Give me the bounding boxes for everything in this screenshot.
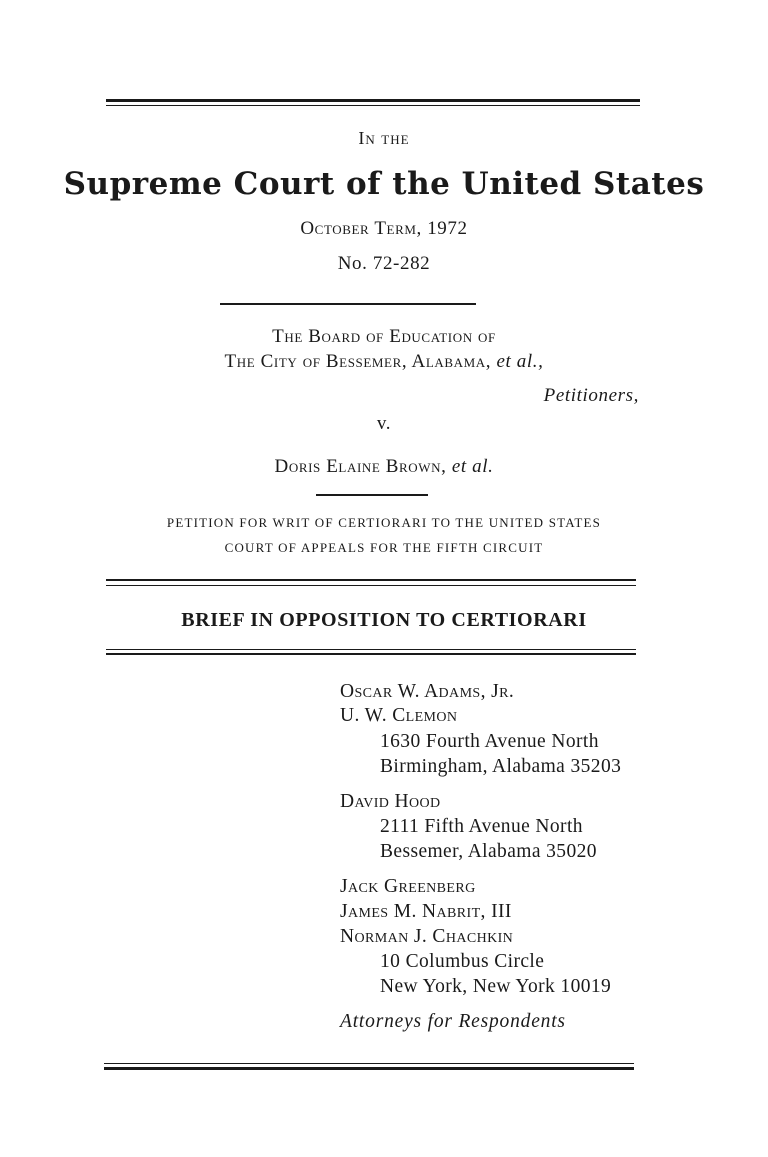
brief-bottom-rule-thick bbox=[106, 653, 636, 655]
attorney-name: David Hood bbox=[340, 791, 441, 812]
attorney-name: U. W. Clemon bbox=[340, 705, 458, 726]
bottom-rule-thick bbox=[104, 1067, 634, 1070]
attorney-address: New York, New York 10019 bbox=[380, 976, 612, 997]
bottom-rule-thin bbox=[104, 1063, 634, 1064]
in-the-label: In the bbox=[358, 128, 410, 148]
brief-bottom-rule-thin bbox=[106, 649, 636, 650]
brief-title: BRIEF IN OPPOSITION TO CERTIORARI bbox=[181, 609, 587, 631]
respondent-et-al: et al. bbox=[451, 456, 494, 477]
header-divider bbox=[220, 303, 476, 305]
court-name: Supreme Court of the United States bbox=[63, 166, 705, 202]
top-rule-thick bbox=[106, 99, 640, 102]
attorney-address: 2111 Fifth Avenue North bbox=[380, 816, 583, 837]
attorney-name: James M. Nabrit, III bbox=[340, 901, 512, 922]
versus-label: v. bbox=[376, 413, 392, 434]
petitioner-city: The City of Bessemer, Alabama, bbox=[224, 351, 492, 372]
brief-top-rule-thin bbox=[106, 585, 636, 586]
attorney-address: Birmingham, Alabama 35203 bbox=[380, 756, 622, 777]
attorney-address: 1630 Fourth Avenue North bbox=[380, 731, 599, 752]
petition-line-2: COURT OF APPEALS FOR THE FIFTH CIRCUIT bbox=[224, 540, 544, 555]
respondent-name: Doris Elaine Brown, bbox=[274, 456, 447, 477]
attorney-address: Bessemer, Alabama 35020 bbox=[380, 841, 597, 862]
petition-line-1: PETITION FOR WRIT OF CERTIORARI TO THE UNITED STATES bbox=[166, 515, 602, 530]
attorney-address: 10 Columbus Circle bbox=[380, 951, 545, 972]
attorney-name: Norman J. Chachkin bbox=[340, 926, 514, 947]
petitioner-role: Petitioners, bbox=[543, 385, 639, 406]
attorney-role: Attorneys for Respondents bbox=[340, 1011, 566, 1032]
attorney-name: Oscar W. Adams, Jr. bbox=[340, 681, 515, 702]
petitioner-et-al: et al., bbox=[496, 351, 544, 372]
docket-number: No. 72-282 bbox=[337, 253, 431, 274]
petitioner-line-1: The Board of Education of bbox=[272, 326, 496, 347]
term-label: October Term, 1972 bbox=[300, 218, 468, 239]
petitioner-line-2 bbox=[0, 351, 768, 373]
top-rule-thin bbox=[106, 105, 640, 106]
respondent-line bbox=[0, 456, 768, 478]
brief-top-rule-thick bbox=[106, 579, 636, 581]
caption-divider bbox=[316, 494, 428, 496]
attorney-name: Jack Greenberg bbox=[340, 876, 476, 897]
